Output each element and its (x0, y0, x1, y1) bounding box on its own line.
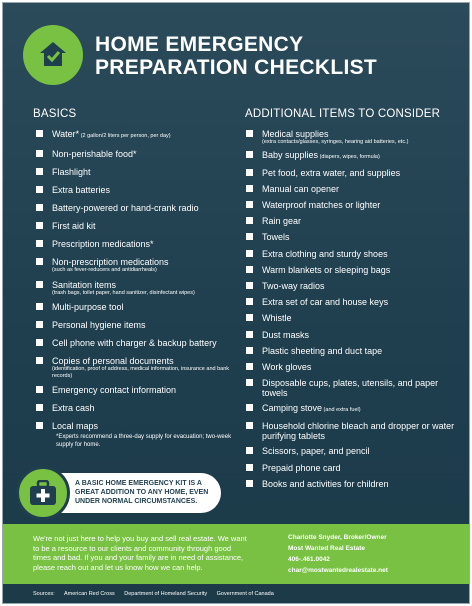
checklist-item (246, 403, 461, 415)
checklist-sheet (2, 2, 470, 604)
checkbox[interactable] (246, 422, 253, 429)
checklist-item-text (52, 320, 146, 330)
checkbox[interactable] (246, 169, 253, 176)
checklist-item-note: (and extra fuel) (322, 407, 361, 414)
checklist-item-label: Non-prescription medications (52, 257, 169, 267)
checkbox[interactable] (36, 386, 43, 393)
checklist-item-text (52, 403, 95, 413)
checkbox[interactable] (36, 303, 43, 310)
checklist-item-detail: (trash bags, toilet paper, hand sanitizer, disinfectant wipes) (52, 289, 195, 296)
checkbox[interactable] (36, 150, 43, 157)
source-item: Department of Homeland Security (124, 591, 208, 597)
checklist-item-text (262, 129, 408, 146)
checklist-item-label: Rain gear (262, 216, 302, 227)
checkbox[interactable] (246, 314, 253, 321)
checklist-item (36, 320, 241, 330)
checklist-item-text (262, 265, 390, 275)
checklist-item-label: Books and activities for children (262, 478, 389, 489)
checklist-item-label: Scissors, paper, and pencil (262, 446, 370, 457)
checklist-item-text (262, 297, 388, 307)
checklist-item-label: Waterproof matches or lighter (262, 200, 381, 211)
checklist-item-label: Disposable cups, plates, utensils, and paper towels (262, 378, 439, 399)
checkbox[interactable] (246, 298, 253, 305)
checklist-item-label: Household chlorine bleach and dropper or water purifying tablets (262, 421, 455, 442)
checklist-item-text (52, 385, 176, 395)
checklist-item-text (262, 330, 309, 340)
checklist-item-label: Multi-purpose tool (52, 302, 124, 312)
checklist-item-label: Warm blankets or sleeping bags (262, 264, 391, 275)
checklist-item (246, 232, 461, 242)
checkbox[interactable] (246, 464, 253, 471)
checklist-item-text (262, 281, 325, 291)
checklist-item-text (262, 184, 339, 194)
checklist-item-text (262, 479, 389, 489)
checklist-item-label: Plastic sheeting and duct tape (262, 345, 383, 356)
checklist-item-text (52, 129, 171, 141)
checklist-item (36, 239, 241, 249)
checklist-item-text (262, 403, 361, 415)
checklist-item-label: Non-perishable food* (52, 149, 137, 159)
checklist-item-label: Prescription medications* (52, 239, 154, 249)
checklist-item-text (52, 302, 124, 312)
additional-heading: ADDITIONAL ITEMS TO CONSIDER (245, 108, 441, 120)
basics-list (36, 129, 241, 439)
checklist-item-label: Pet food, extra water, and supplies (262, 167, 401, 178)
additional-list (246, 129, 461, 495)
checklist-item-label: Flashlight (52, 167, 91, 177)
checklist-item-detail: (extra contacts/glasses, syringes, hearing aid batteries, etc.) (262, 139, 409, 145)
kit-badge (16, 466, 70, 520)
checklist-item-label: Extra batteries (52, 185, 111, 195)
checklist-item (246, 249, 461, 259)
checklist-item-label: Emergency contact information (52, 385, 177, 395)
checklist-item-text (52, 185, 110, 195)
checkbox[interactable] (36, 404, 43, 411)
checkbox[interactable] (36, 321, 43, 328)
checklist-item (246, 446, 461, 456)
checklist-item (36, 203, 241, 213)
checklist-item-text (262, 421, 461, 441)
checklist-item (36, 403, 241, 413)
checklist-item-label: Water* (52, 129, 80, 139)
checklist-item (246, 129, 461, 146)
checklist-item (36, 356, 241, 379)
checklist-item (36, 421, 241, 431)
checkbox[interactable] (36, 204, 43, 211)
page-title (95, 33, 455, 79)
checkbox[interactable] (246, 130, 253, 137)
checkbox[interactable] (36, 258, 43, 265)
footer-message: We're not just here to help you buy and sell real estate. We want to be a resource to our clients and community through good times and bad. If you and your family are in need of assistance, please reach out and let us know how we can help. (33, 534, 247, 572)
checklist-item-label: Camping stove (262, 403, 323, 414)
checklist-item (246, 150, 461, 162)
checklist-item (246, 297, 461, 307)
checklist-item-label: Whistle (262, 313, 292, 324)
checklist-item-text (262, 200, 380, 210)
checkbox[interactable] (36, 130, 43, 137)
checklist-item-text (262, 313, 292, 323)
checkbox[interactable] (246, 363, 253, 370)
checklist-item (36, 338, 241, 348)
checklist-item-text (262, 362, 311, 372)
checklist-item-label: Extra set of car and house keys (262, 297, 389, 308)
checkbox[interactable] (246, 201, 253, 208)
source-item: Government of Canada (216, 591, 274, 597)
checklist-item (36, 185, 241, 195)
checklist-item (246, 184, 461, 194)
checklist-item (36, 167, 241, 177)
checklist-item-text (52, 203, 199, 213)
checkbox[interactable] (36, 339, 43, 346)
kit-message: A BASIC HOME EMERGENCY KIT IS A GREAT ADDITION TO ANY HOME, EVEN UNDER NORMAL CIRCUMSTANCES. (75, 480, 209, 505)
checklist-item (246, 421, 461, 441)
checkbox[interactable] (246, 266, 253, 273)
checklist-item-label: Dust masks (262, 329, 310, 340)
checklist-item-text (52, 239, 154, 249)
checklist-item-label: Towels (262, 232, 290, 243)
checklist-item-text (52, 356, 241, 379)
checklist-item-label: Personal hygiene items (52, 320, 146, 330)
checklist-item (36, 257, 241, 274)
checklist-item-label: Two-way radios (262, 281, 325, 291)
checklist-item-text (52, 167, 91, 177)
checklist-item-detail: (such as fever-reducers and antidiarrheals) (52, 267, 157, 273)
checklist-item-text (52, 257, 169, 274)
title-line-2: PREPARATION CHECKLIST (95, 56, 378, 79)
checklist-item (246, 378, 461, 398)
checklist-item-detail: (identification, proof of address, medical information, insurance and bank records) (52, 366, 230, 379)
checklist-item-text (262, 446, 370, 456)
checkbox[interactable] (246, 347, 253, 354)
checklist-item-text (52, 280, 195, 297)
checklist-item (246, 216, 461, 226)
checklist-item-note: (diapers, wipes, formula) (318, 153, 380, 160)
checklist-item-text (262, 249, 388, 259)
checkbox[interactable] (246, 404, 253, 411)
checklist-item-label: Battery-powered or hand-crank radio (52, 203, 199, 213)
checklist-item-text (262, 346, 382, 356)
checklist-item (246, 362, 461, 372)
footer-bar (3, 524, 470, 584)
checkbox[interactable] (246, 480, 253, 487)
basics-heading: BASICS (33, 108, 77, 120)
checklist-item-label: Medical supplies (262, 129, 329, 139)
checklist-item-label: Manual can opener (262, 183, 340, 194)
checklist-item-label: Prepaid phone card (262, 462, 341, 473)
checkbox[interactable] (246, 282, 253, 289)
checkbox[interactable] (246, 185, 253, 192)
checklist-item-text (52, 338, 217, 348)
checklist-item (246, 463, 461, 473)
checkbox[interactable] (246, 250, 253, 257)
house-check-icon (38, 39, 68, 69)
checklist-item (246, 346, 461, 356)
checkbox[interactable] (246, 447, 253, 454)
checklist-item-label: Sanitation items (52, 279, 117, 290)
checklist-item-text (262, 168, 400, 178)
checklist-item-label: Baby supplies (262, 149, 319, 160)
checklist-item-text (262, 232, 290, 242)
source-item: American Red Cross (63, 591, 115, 597)
checkbox[interactable] (36, 422, 43, 429)
checkbox[interactable] (246, 331, 253, 338)
sources-line (33, 591, 282, 598)
checklist-item-label: Cell phone with charger & backup battery (52, 338, 217, 348)
sources-label: Sources: (33, 591, 55, 597)
contact-company: Most Wanted Real Estate (288, 545, 366, 552)
checkbox[interactable] (36, 281, 43, 288)
checklist-item (36, 280, 241, 297)
checklist-item-label: Copies of personal documents (52, 356, 174, 366)
checklist-item-label: Extra clothing and sturdy shoes (262, 248, 388, 259)
checklist-item (246, 200, 461, 210)
checklist-item (246, 313, 461, 323)
checklist-item (246, 265, 461, 275)
checklist-item (36, 385, 241, 395)
first-aid-kit-icon (29, 480, 57, 506)
checklist-item-label: Local maps (52, 421, 99, 431)
checklist-item-text (262, 150, 380, 162)
checklist-item (246, 281, 461, 291)
checklist-item-text (52, 221, 96, 231)
checkbox[interactable] (246, 379, 253, 386)
checkbox[interactable] (36, 168, 43, 175)
checklist-item-text (52, 421, 98, 431)
checklist-item-note: (2 gallon/2 liters per person, per day) (79, 133, 171, 139)
checklist-item (36, 302, 241, 312)
checklist-item-label: First aid kit (52, 221, 96, 231)
contact-name: Charlotte Snyder, Broker/Owner (288, 534, 387, 541)
checklist-item (36, 149, 241, 159)
contact-phone[interactable]: 406-.461.0042 (288, 556, 330, 563)
checkbox[interactable] (246, 233, 253, 240)
checklist-item-text (262, 216, 301, 226)
checklist-item (246, 168, 461, 178)
contact-block (288, 532, 458, 576)
title-line-1: HOME EMERGENCY (95, 33, 304, 56)
checklist-item (36, 221, 241, 231)
checklist-item-label: Extra cash (52, 403, 95, 413)
checkbox[interactable] (36, 240, 43, 247)
checklist-item (36, 129, 241, 141)
checkbox[interactable] (36, 186, 43, 193)
logo-badge (23, 25, 83, 85)
checklist-item-text (262, 463, 341, 473)
checkbox[interactable] (36, 357, 43, 364)
checklist-item-text (262, 378, 461, 398)
checklist-item-label: Work gloves (262, 361, 312, 372)
checkbox[interactable] (246, 151, 253, 158)
checklist-item-text (52, 149, 137, 159)
checkbox[interactable] (36, 222, 43, 229)
checklist-item (246, 479, 461, 489)
basics-footnote: *Experts recommend a three-day supply for evacuation; two-week supply for home. (56, 434, 232, 448)
contact-email[interactable]: char@mostwantedrealestate.net (288, 567, 388, 574)
checklist-item (246, 330, 461, 340)
checkbox[interactable] (246, 217, 253, 224)
